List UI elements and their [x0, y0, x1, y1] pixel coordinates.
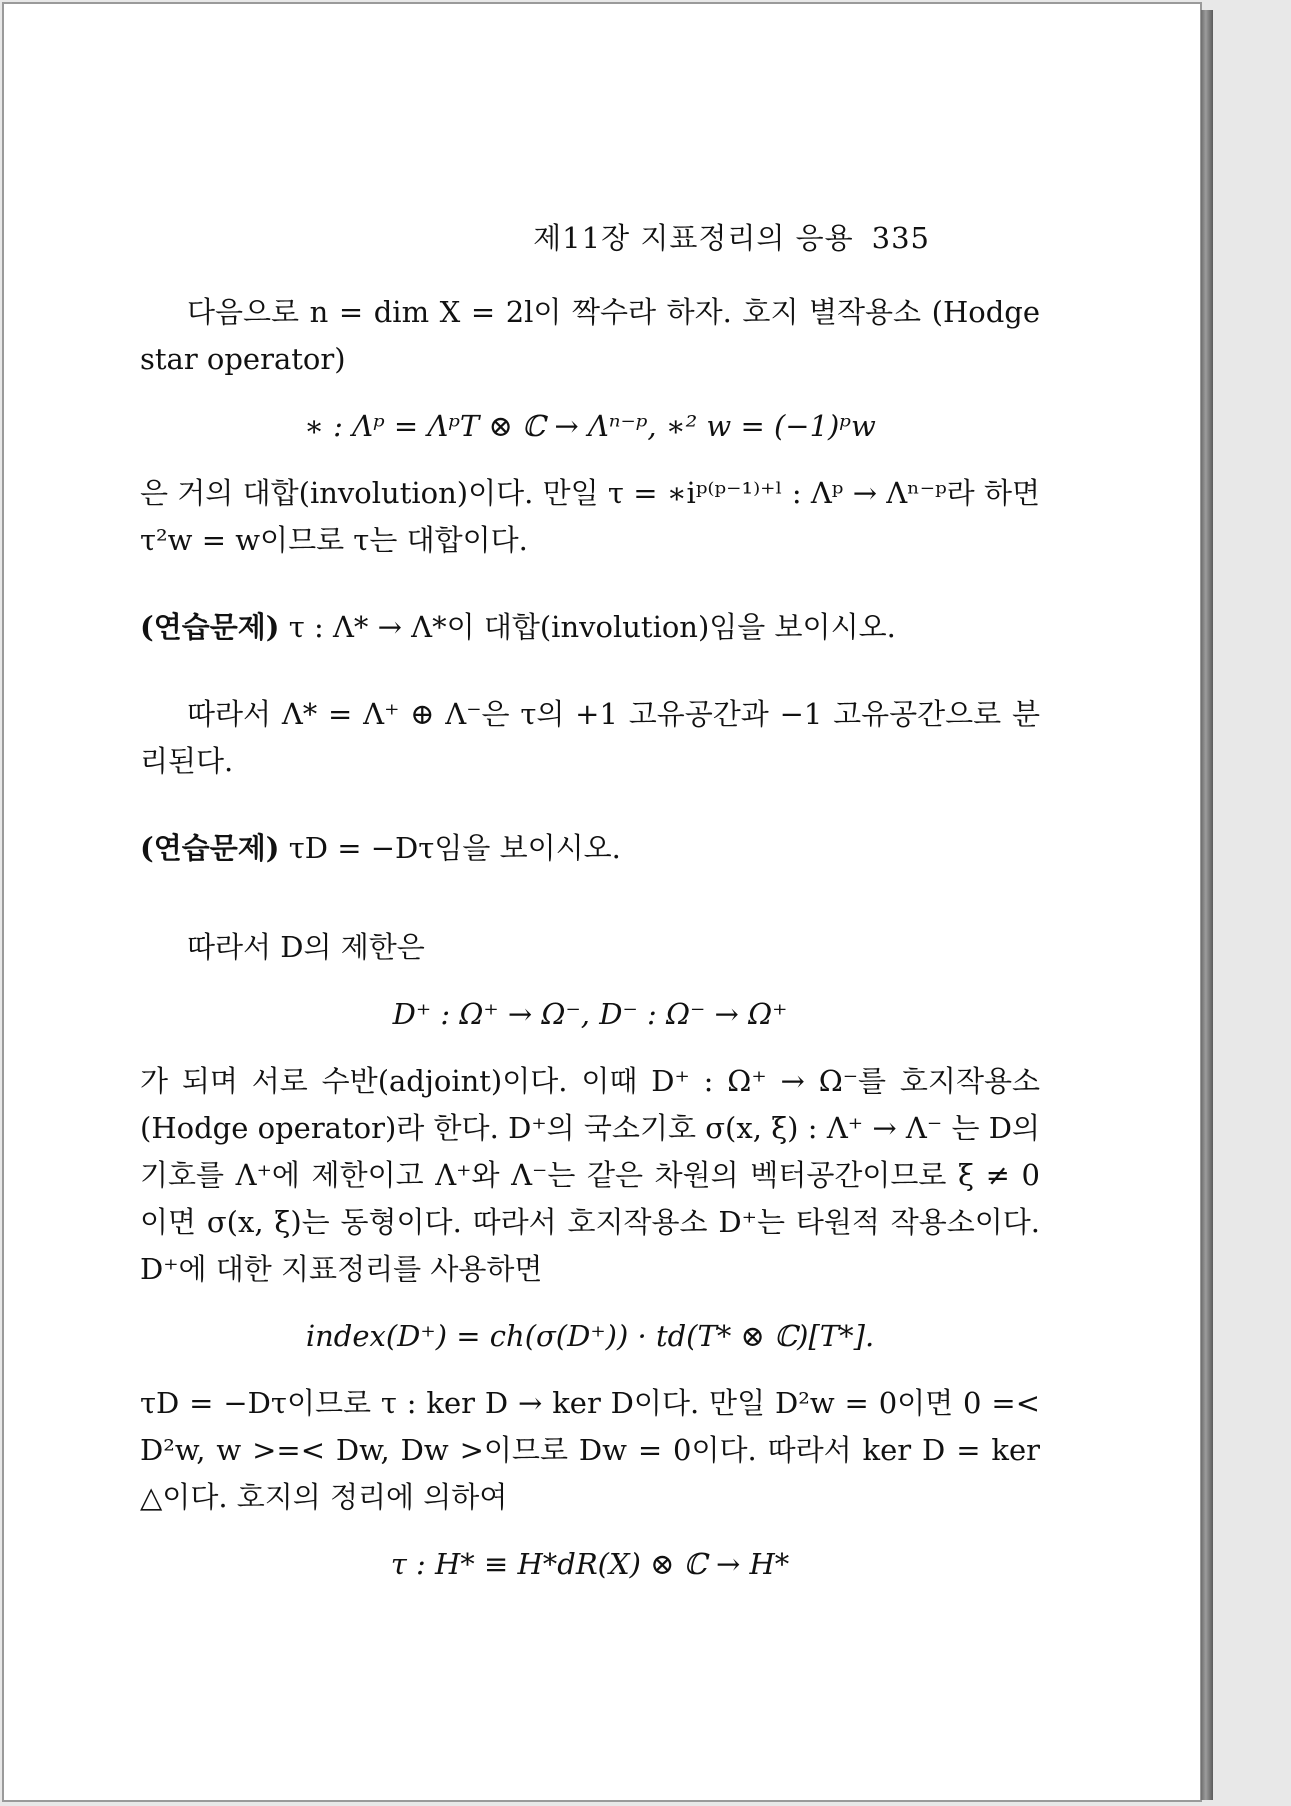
exercise-2-text: τD = −Dτ임을 보이시오.	[279, 831, 621, 865]
running-head	[533, 216, 930, 257]
exercise-2-label: (연습문제)	[140, 831, 280, 865]
formula-hodge-star: ∗ : Λᵖ = ΛᵖT ⊗ ℂ → Λⁿ⁻ᵖ, ∗² w = (−1)ᵖw	[304, 409, 876, 443]
formula-tau-cohomology: τ : H* ≡ H*dR(X) ⊗ ℂ → H*	[390, 1547, 790, 1581]
paragraph-5: 가 되며 서로 수반(adjoint)이다. 이때 D⁺ : Ω⁺ → Ω⁻를 호지작용소(Hodge operator)라 한다. D⁺의 국소기호 σ(x, ξ) : Λ⁺ → Λ⁻ 는 D의 기호를 Λ⁺에 제한이고 Λ⁺와 Λ⁻는 같은 차원의 벡터공간이므로 ξ ≠ 0이면 σ(x, ξ)는 동형이다. 따라서 호지작용소 D⁺는 타원적 작용소이다. D⁺에 대한 지표정리를 사용하면	[140, 1064, 1040, 1286]
exercise-1-label: (연습문제)	[140, 610, 280, 644]
formula-restriction: D⁺ : Ω⁺ → Ω⁻, D⁻ : Ω⁻ → Ω⁺	[392, 997, 788, 1031]
paragraph-1: 다음으로 n = dim X = 2l이 짝수라 하자. 호지 별작용소 (Hodge star operator)	[140, 295, 1040, 376]
book-page	[2, 2, 1202, 1802]
paragraph-2: 은 거의 대합(involution)이다. 만일 τ = ∗iᵖ⁽ᵖ⁻¹⁾⁺ˡ : Λᵖ → Λⁿ⁻ᵖ라 하면 τ²w = w이므로 τ는 대합이다.	[140, 476, 1040, 557]
exercise-1-text: τ : Λ* → Λ*이 대합(involution)임을 보이시오.	[279, 610, 896, 644]
paragraph-4: 따라서 D의 제한은	[187, 930, 425, 964]
page-edge-shadow	[1201, 10, 1213, 1800]
exercise-2	[140, 825, 1040, 872]
exercise-1	[140, 604, 1040, 651]
paragraph-3: 따라서 Λ* = Λ⁺ ⊕ Λ⁻은 τ의 +1 고유공간과 −1 고유공간으로 분리된다.	[140, 697, 1040, 778]
page-number: 335	[871, 221, 930, 255]
formula-index: index(D⁺) = ch(σ(D⁺)) · td(T* ⊗ ℂ)[T*].	[305, 1319, 875, 1353]
page-body	[140, 289, 1040, 1588]
paragraph-6: τD = −Dτ이므로 τ : ker D → ker D이다. 만일 D²w = 0이면 0 =< D²w, w >=< Dw, Dw >이므로 Dw = 0이다. 따라서 ker D = ker △이다. 호지의 정리에 의하여	[140, 1386, 1040, 1514]
chapter-title: 제11장 지표정리의 응용	[533, 221, 854, 255]
